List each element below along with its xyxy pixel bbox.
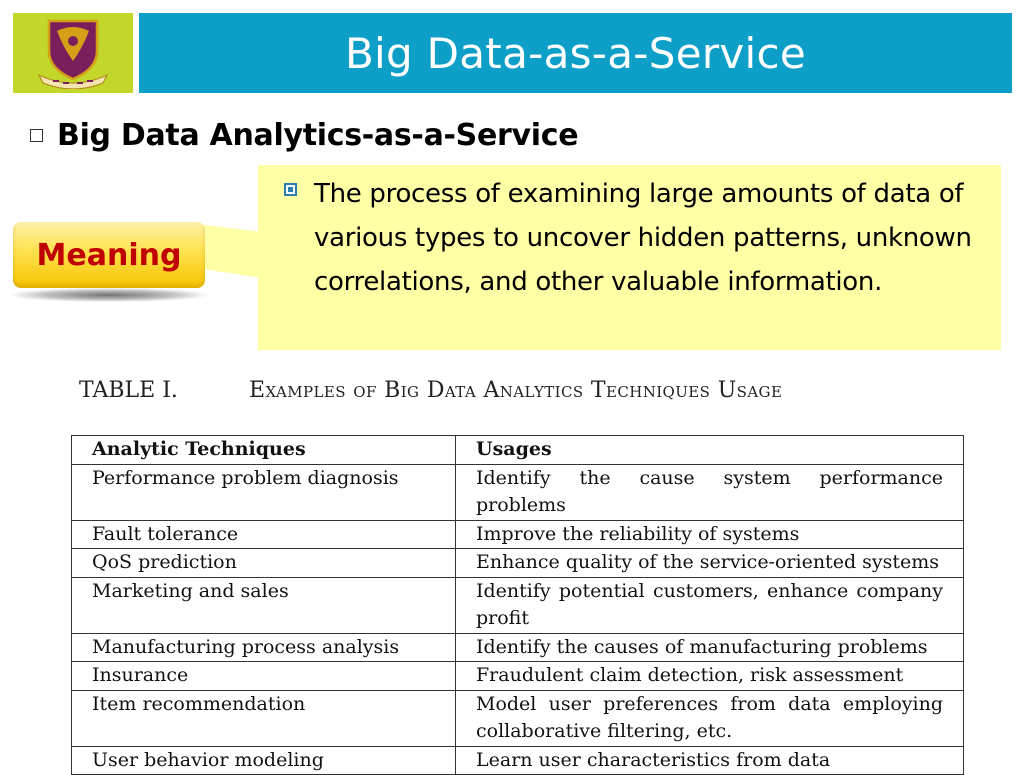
technique-cell: Performance problem diagnosis xyxy=(72,464,456,520)
callout-pointer xyxy=(196,224,262,284)
technique-cell: Fault tolerance xyxy=(72,520,456,549)
technique-cell: QoS prediction xyxy=(72,549,456,578)
usage-cell: Enhance quality of the service-oriented systems xyxy=(456,549,964,578)
usage-cell: Identify the cause system performance problems xyxy=(456,464,964,520)
table-row xyxy=(72,549,964,578)
technique-cell: Marketing and sales xyxy=(72,577,456,633)
table-caption-title: Examples of Big Data Analytics Techniques Usage xyxy=(249,378,783,403)
table-row xyxy=(72,577,964,633)
table-caption-number: TABLE I. xyxy=(79,378,178,403)
slide-title: Big Data-as-a-Service xyxy=(344,28,807,78)
technique-cell: User behavior modeling xyxy=(72,746,456,775)
table-row xyxy=(72,464,964,520)
university-crest-icon xyxy=(33,17,113,89)
technique-cell: Insurance xyxy=(72,662,456,691)
section-bullet xyxy=(30,118,578,153)
table-row xyxy=(72,662,964,691)
column-header: Analytic Techniques xyxy=(72,436,456,465)
badge-shadow xyxy=(10,288,208,302)
table-caption xyxy=(79,378,959,403)
technique-cell: Item recommendation xyxy=(72,690,456,746)
table-header-row xyxy=(72,436,964,465)
usage-cell: Improve the reliability of systems xyxy=(456,520,964,549)
techniques-table xyxy=(71,435,964,775)
square-bullet-icon xyxy=(284,183,297,196)
usage-cell: Learn user characteristics from data xyxy=(456,746,964,775)
title-bar xyxy=(139,13,1012,93)
table-row xyxy=(72,520,964,549)
logo-box xyxy=(13,13,133,93)
usage-cell: Identify potential customers, enhance company profit xyxy=(456,577,964,633)
usage-cell: Model user preferences from data employing collaborative filtering, etc. xyxy=(456,690,964,746)
usage-cell: Fraudulent claim detection, risk assessment xyxy=(456,662,964,691)
technique-cell: Manufacturing process analysis xyxy=(72,633,456,662)
table-row xyxy=(72,690,964,746)
section-heading: Big Data Analytics-as-a-Service xyxy=(57,118,579,153)
table-row xyxy=(72,746,964,775)
meaning-callout xyxy=(258,165,1001,350)
table-row xyxy=(72,633,964,662)
meaning-text: The process of examining large amounts of data of various types to uncover hidden patterns, unknown correlations, and other valuable information. xyxy=(314,179,972,297)
column-header: Usages xyxy=(456,436,964,465)
meaning-badge-label: Meaning xyxy=(36,237,182,273)
meaning-badge xyxy=(13,222,205,288)
usage-cell: Identify the causes of manufacturing problems xyxy=(456,633,964,662)
hollow-square-bullet-icon xyxy=(30,129,43,142)
